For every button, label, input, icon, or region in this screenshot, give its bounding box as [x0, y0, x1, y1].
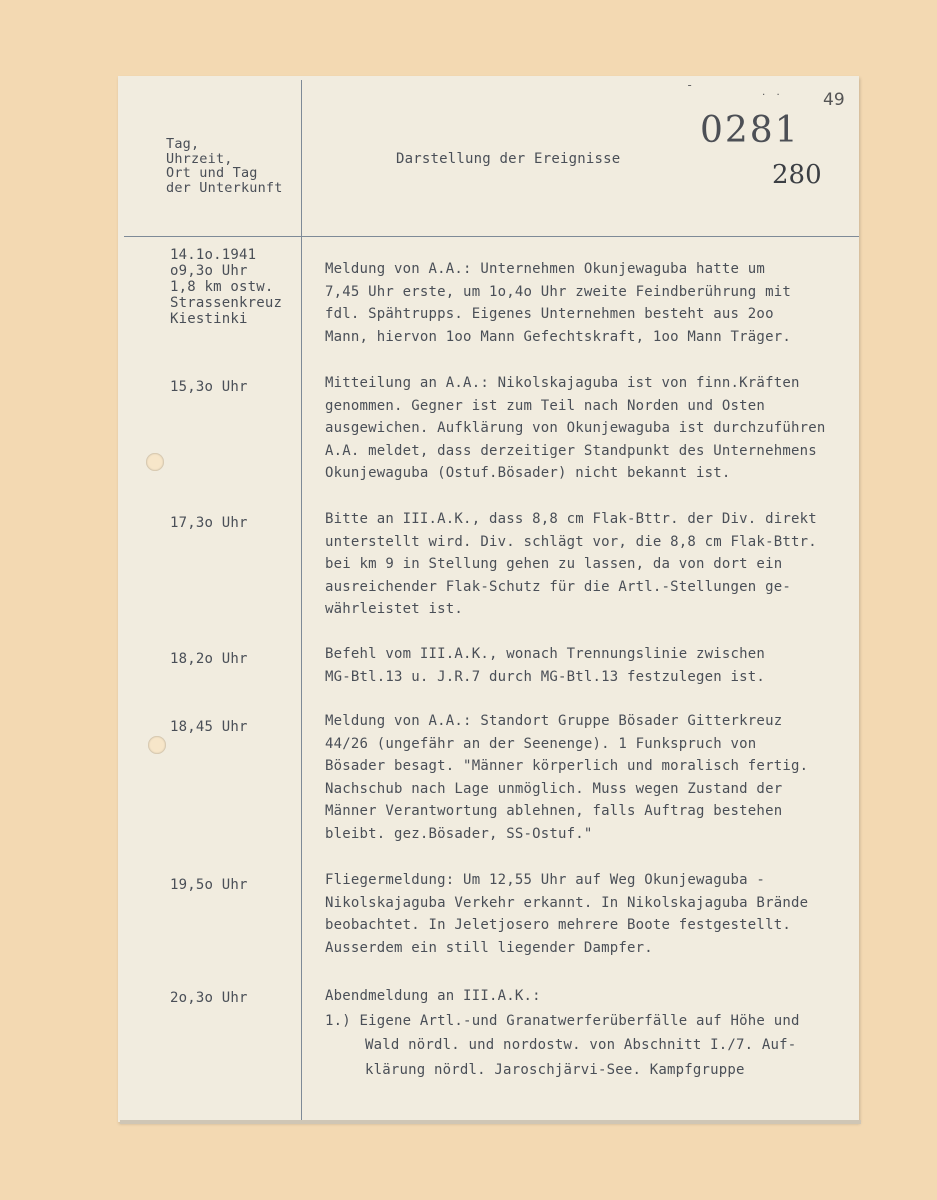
text-line: Nachschub nach Lage unmöglich. Muss wegen Zustand der — [325, 780, 783, 797]
entry-time — [170, 874, 248, 897]
text-line: Mann, hiervon 1oo Mann Gefechtskraft, 1oo Mann Träger. — [325, 328, 791, 345]
text-line: bleibt. gez.Bösader, SS-Ostuf." — [325, 825, 593, 842]
corner-mark: - — [686, 78, 694, 92]
time-line: Strassenkreuz — [170, 295, 283, 311]
time-line: 17,3o Uhr — [170, 515, 248, 531]
entry-time — [170, 987, 248, 1010]
text-line: Fliegermeldung: Um 12,55 Uhr auf Weg Okunjewaguba - — [325, 872, 766, 888]
entry-text — [325, 372, 825, 485]
entry-text — [325, 258, 791, 348]
text-line: Abendmeldung an III.A.K.: — [325, 988, 541, 1004]
header-left-line: der Unterkunft — [166, 179, 283, 196]
text-line: klärung nördl. Jaroschjärvi-See. Kampfgruppe — [365, 1061, 745, 1078]
text-line: Nikolskajaguba Verkehr erkannt. In Nikolskajaguba Brände — [325, 894, 809, 911]
entry-time — [170, 512, 248, 535]
text-line: Meldung von A.A.: Standort Gruppe Bösader Gitterkreuz — [325, 713, 783, 729]
text-line: 1.) Eigene Artl.-und Granatwerferüberfälle auf Höhe und — [325, 1012, 800, 1029]
header-left-label — [166, 137, 283, 195]
time-line: 14.1o.1941 — [170, 247, 257, 263]
archive-stamp-number: 0281 — [700, 110, 800, 151]
entry-time — [170, 376, 248, 399]
text-line: Bösader besagt. "Männer körperlich und moralisch fertig. — [325, 758, 809, 775]
time-line: 2o,3o Uhr — [170, 990, 248, 1006]
handwritten-page-number: 280 — [772, 160, 822, 190]
entry-text — [325, 869, 808, 959]
text-line: Männer Verantwortung ablehnen, falls Auftrag bestehen — [325, 803, 783, 820]
text-line: bei km 9 in Stellung gehen zu lassen, da von dort ein — [325, 556, 783, 573]
text-line: Okunjewaguba (Ostuf.Bösader) nicht bekannt ist. — [325, 465, 731, 482]
page-number: 49 — [823, 90, 845, 110]
time-line: 18,2o Uhr — [170, 651, 248, 667]
text-line: Meldung von A.A.: Unternehmen Okunjewaguba hatte um — [325, 261, 766, 277]
header-left-line: Uhrzeit, — [166, 150, 233, 167]
text-line: ausreichender Flak-Schutz für die Artl.-Stellungen ge- — [325, 578, 791, 595]
time-line: 19,5o Uhr — [170, 877, 248, 893]
entry-time — [170, 648, 248, 671]
time-line: 15,3o Uhr — [170, 379, 248, 395]
entry-text — [325, 643, 765, 688]
text-line: Befehl vom III.A.K., wonach Trennungslinie zwischen — [325, 646, 766, 662]
text-line: ausgewichen. Aufklärung von Okunjewaguba ist durchzuführen — [325, 420, 826, 437]
time-line: 1,8 km ostw. — [170, 279, 274, 295]
text-line: MG-Btl.13 u. J.R.7 durch MG-Btl.13 festzulegen ist. — [325, 668, 766, 685]
time-line: Kiestinki — [170, 311, 248, 327]
header-title: Darstellung der Ereignisse — [396, 151, 621, 167]
text-line: A.A. meldet, dass derzeitiger Standpunkt des Unternehmens — [325, 442, 817, 459]
sheet-shadow-edge — [120, 1120, 861, 1124]
time-line: o9,3o Uhr — [170, 263, 248, 279]
text-line: 44/26 (ungefähr an der Seenenge). 1 Funkspruch von — [325, 735, 757, 752]
text-line: fdl. Spähtrupps. Eigenes Unternehmen besteht aus 2oo — [325, 306, 774, 323]
header-left-line: Ort und Tag — [166, 165, 258, 182]
entry-time — [170, 716, 248, 739]
entry-text — [325, 508, 817, 621]
time-line: 18,45 Uhr — [170, 719, 248, 735]
text-line: währleistet ist. — [325, 601, 464, 618]
entry-time — [170, 247, 282, 327]
text-line: genommen. Gegner ist zum Teil nach Norden und Osten — [325, 397, 766, 414]
stamp-mark: ˙ ˙ — [760, 92, 782, 106]
text-line: 7,45 Uhr erste, um 1o,4o Uhr zweite Feindberührung mit — [325, 283, 791, 300]
header-rule — [124, 236, 859, 237]
entry-text — [325, 710, 808, 846]
text-line: Ausserdem ein still liegender Dampfer. — [325, 939, 653, 956]
text-line: Mitteilung an A.A.: Nikolskajaguba ist von finn.Kräften — [325, 375, 800, 391]
text-line: Bitte an III.A.K., dass 8,8 cm Flak-Bttr. der Div. direkt — [325, 511, 817, 527]
header-left-line: Tag, — [166, 136, 200, 152]
text-line: unterstellt wird. Div. schlägt vor, die 8,8 cm Flak-Bttr. — [325, 533, 817, 550]
punch-hole-lower — [148, 736, 166, 754]
punch-hole-upper — [146, 453, 164, 471]
text-line: Wald nördl. und nordostw. von Abschnitt I./7. Auf- — [365, 1037, 797, 1053]
entry-text — [325, 984, 800, 1082]
text-line: beobachtet. In Jeletjosero mehrere Boote festgestellt. — [325, 917, 791, 934]
